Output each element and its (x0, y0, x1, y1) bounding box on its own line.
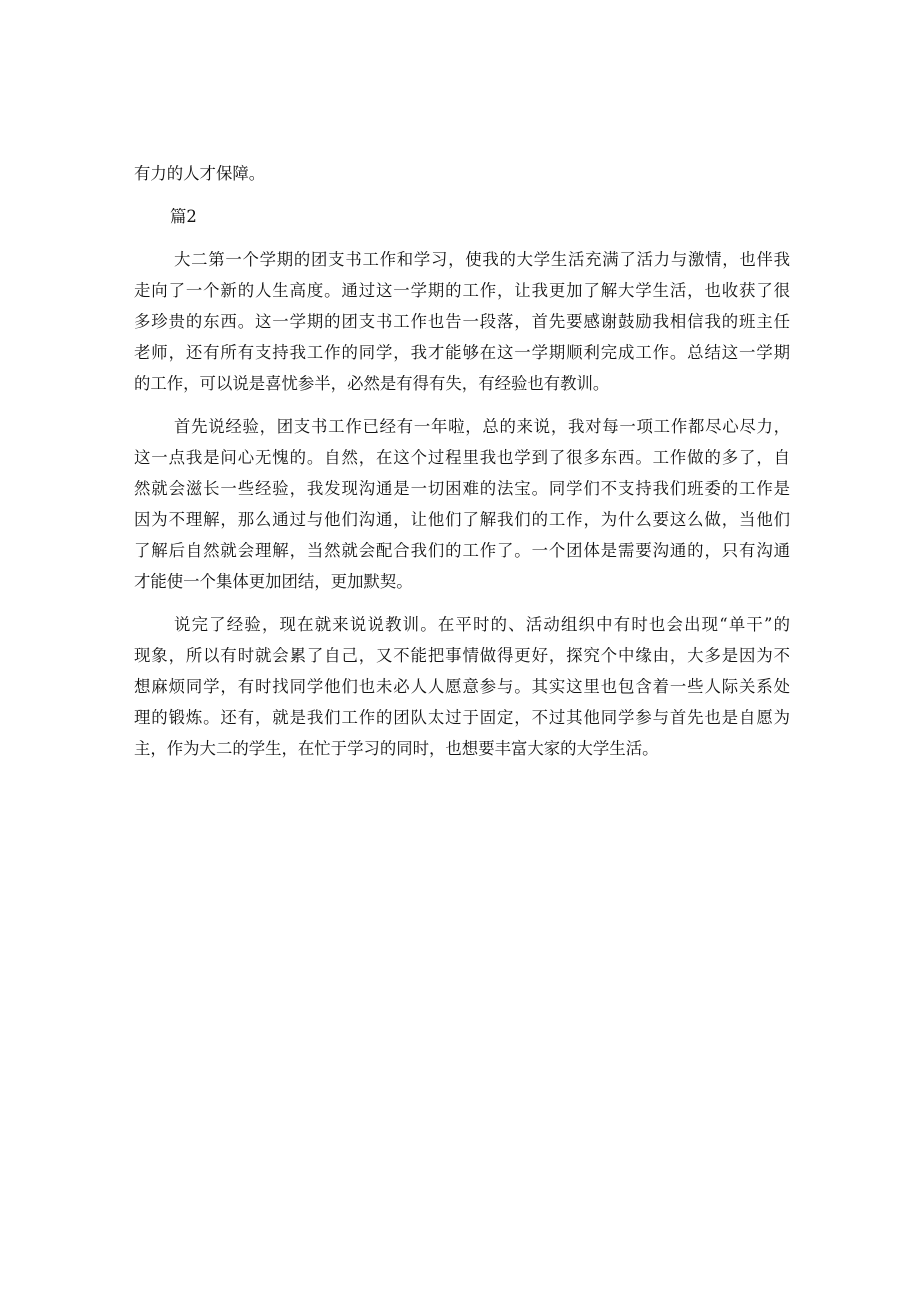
paragraph-line: 了解后自然就会理解，当然就会配合我们的工作了。一个团体是需要沟通的，只有沟通 (134, 541, 790, 560)
paragraph-line: 首先说经验，团支书工作已经有一年啦，总的来说，我对每一项工作都尽心尽力， (174, 417, 790, 436)
paragraph-3 (134, 609, 790, 764)
lead-line: 有力的人才保障。 (134, 164, 266, 183)
paragraph-line: 想麻烦同学，有时找同学他们也未必人人愿意参与。其实这里也包含着一些人际关系处 (134, 677, 790, 696)
paragraph-line: 因为不理解，那么通过与他们沟通，让他们了解我们的工作，为什么要这么做，当他们 (134, 510, 790, 529)
paragraph-line: 走向了一个新的人生高度。通过这一学期的工作，让我更加了解大学生活，也收获了很 (134, 281, 790, 300)
paragraph-line: 说完了经验，现在就来说说教训。在平时的、活动组织中有时也会出现“单干”的 (174, 615, 790, 634)
document-body (134, 158, 790, 776)
paragraph-line: 才能使一个集体更加团结，更加默契。 (134, 572, 413, 591)
paragraph-line: 这一点我是问心无愧的。自然，在这个过程里我也学到了很多东西。工作做的多了，自 (134, 448, 790, 467)
paragraph-line: 大二第一个学期的团支书工作和学习，使我的大学生活充满了活力与激情，也伴我 (174, 250, 790, 269)
paragraph-2 (134, 411, 790, 597)
paragraph-line: 然就会滋长一些经验，我发现沟通是一切困难的法宝。同学们不支持我们班委的工作是 (134, 479, 790, 498)
paragraph-line: 的工作，可以说是喜忧参半，必然是有得有失，有经验也有教训。 (134, 374, 610, 393)
paragraph-line: 现象，所以有时就会累了自己，又不能把事情做得更好，探究个中缘由，大多是因为不 (134, 646, 790, 665)
paragraph-line: 老师，还有所有支持我工作的同学，我才能够在这一学期顺利完成工作。总结这一学期 (134, 343, 790, 362)
paragraph-line: 理的锻炼。还有，就是我们工作的团队太过于固定，不过其他同学参与首先也是自愿为 (134, 708, 790, 727)
section-heading: 篇2 (170, 207, 197, 226)
paragraph-line: 多珍贵的东西。这一学期的团支书工作也告一段落，首先要感谢鼓励我相信我的班主任 (134, 312, 790, 331)
paragraph-1 (134, 244, 790, 399)
paragraph-line: 主，作为大二的学生，在忙于学习的同时，也想要丰富大家的大学生活。 (134, 739, 659, 758)
